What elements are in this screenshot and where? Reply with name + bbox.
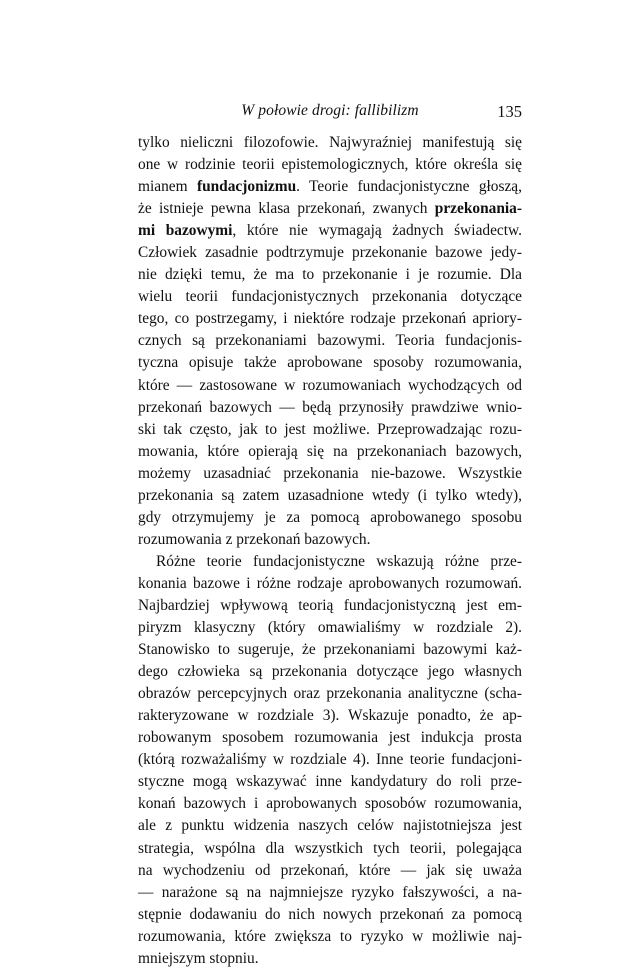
text-line: rozumowania z przekonań bazowych. (138, 530, 371, 548)
text-line: styczne mogą wskazywać inne kandydatury do roli prze- (138, 773, 522, 791)
text-line: piryzm klasyczny (który omawialiśmy w rozdziale 2). (138, 619, 522, 637)
text-line: mowania, które opierają się na przekonaniach bazowych, (138, 442, 522, 460)
text-line: rakteryzowane w rozdziale 3). Wskazuje ponadto, że ap- (138, 707, 522, 725)
text-line: dego człowieka są przekonania dotyczące jego własnych (138, 663, 522, 681)
text-line: tyczna opisuje także aprobowane sposoby rozumowania, (138, 354, 522, 372)
text-line: obrazów percepcyjnych oraz przekonania analityczne (scha- (138, 685, 522, 703)
text-line: mniejszym stopniu. (138, 949, 259, 967)
text-line: ale z punktu widzenia naszych celów najistotniejsza jest (138, 817, 522, 835)
text-line: rozumowania, które zwiększa to ryzyko w możliwie naj- (138, 927, 522, 945)
text-line: mianem fundacjonizmu. Teorie fundacjonistyczne głoszą, (138, 178, 522, 196)
running-title: W połowie drogi: fallibilizm (241, 102, 419, 119)
text-line: Różne teorie fundacjonistyczne wskazują różne prze- (156, 552, 522, 570)
text-line: konań bazowych i aprobowanych sposobów rozumowania, (138, 795, 522, 813)
text-line: tylko nieliczni filozofowie. Najwyraźniej manifestują się (138, 134, 522, 151)
text-line: mi bazowymi, które nie wymagają żadnych świadectw. (138, 222, 522, 240)
text-line: wielu teorii fundacjonistycznych przekonania dotyczące (138, 288, 522, 306)
text-line: — narażone są na najmniejsze ryzyko fałszywości, a na- (138, 883, 522, 901)
body-text (138, 132, 522, 970)
text-line: nie dzięki temu, że ma to przekonanie i je rozumie. Dla (138, 266, 522, 284)
term-przekonania-bazowe: przekonania- (434, 200, 522, 218)
text-line: na wychodzeniu od przekonań, które — jak się uważa (138, 861, 522, 879)
text-line: robowanym sposobem rozumowania jest indukcja prosta (138, 729, 522, 747)
text-line: że istnieje pewna klasa przekonań, zwanych przekonania- (138, 200, 522, 218)
text-line: przekonań bazowych — będą przynosiły prawdziwe wnio- (138, 398, 522, 416)
text-line: przekonania są zatem uzasadnione wtedy (i tylko wtedy), (138, 486, 522, 504)
page-number: 135 (497, 102, 522, 121)
text-line: cznych są przekonaniami bazowymi. Teoria fundacjonis- (138, 332, 522, 350)
term-fundacjonizm: fundacjonizmu (196, 178, 297, 196)
text-line: Człowiek zasadnie podtrzymuje przekonanie bazowe jedy- (138, 244, 522, 262)
running-header (138, 102, 522, 126)
text-line: stępnie dodawaniu do nich nowych przekonań za pomocą (138, 905, 522, 923)
text-line: które — zastosowane w rozumowaniach wychodzących od (138, 376, 522, 394)
text-line: gdy otrzymujemy je za pomocą aprobowanego sposobu (138, 508, 522, 526)
text-line: tego, co postrzegamy, i niektóre rodzaje przekonań apriory- (138, 310, 522, 328)
text-line: Najbardziej wpływową teorią fundacjonistyczną jest em- (138, 596, 522, 614)
text-line: Stanowisko to sugeruje, że przekonaniami bazowymi każ- (138, 641, 522, 659)
text-line: strategia, wspólna dla wszystkich tych teorii, polegająca (138, 839, 522, 857)
term-przekonania-bazowe: mi bazowymi (138, 222, 233, 240)
text-line: (którą rozważaliśmy w rozdziale 4). Inne teorie fundacjoni- (138, 751, 522, 769)
text-line: możemy uzasadniać przekonania nie-bazowe. Wszystkie (138, 464, 522, 482)
text-line: one w rodzinie teorii epistemologicznych, które określa się (138, 156, 522, 174)
text-line: ski tak często, jak to jest możliwe. Przeprowadzając rozu- (138, 420, 522, 438)
text-line: konania bazowe i różne rodzaje aprobowanych rozumowań. (138, 574, 522, 592)
